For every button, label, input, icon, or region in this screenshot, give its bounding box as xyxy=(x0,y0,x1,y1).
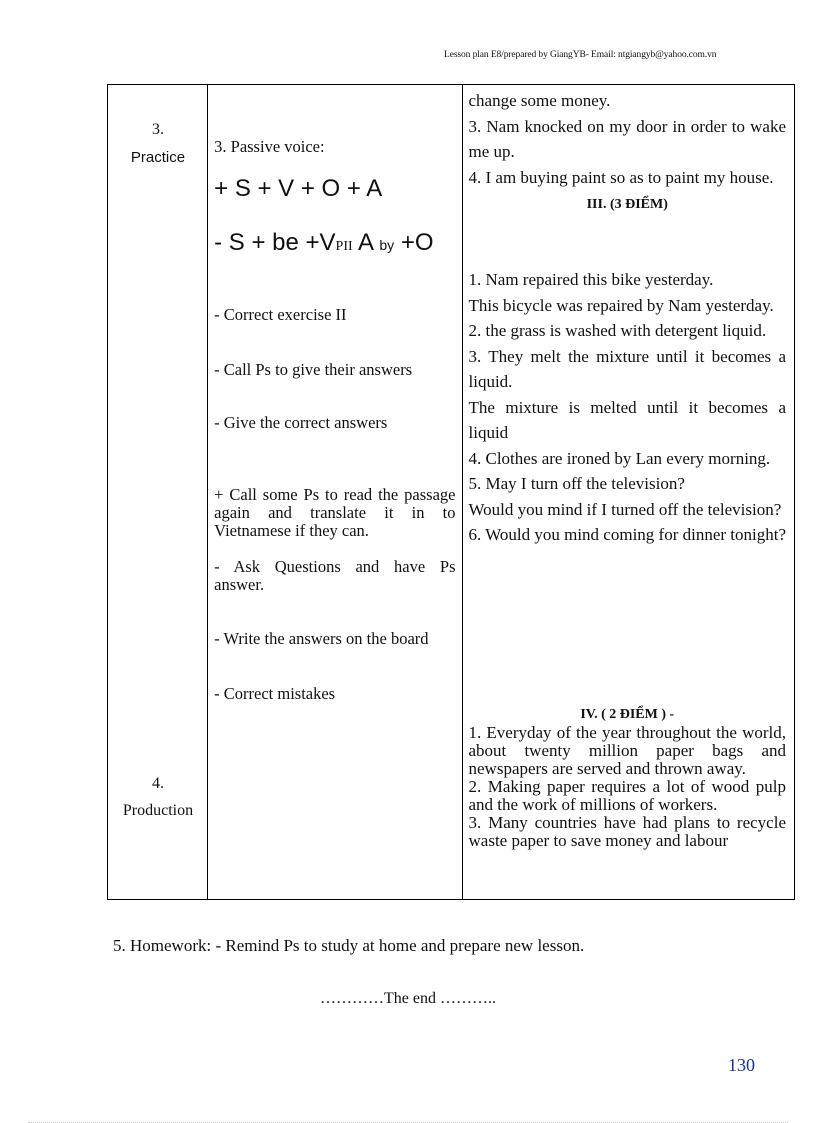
section-3-heading: III. (3 ĐIỂM) xyxy=(586,197,668,212)
activity-item: - Ask Questions and have Ps answer. xyxy=(214,557,456,594)
answers-column xyxy=(462,85,795,900)
answers-section-3 xyxy=(469,267,787,548)
teacher-activity-column xyxy=(208,85,462,900)
answers-top xyxy=(469,88,787,216)
answer-line: 4. I am buying paint so as to paint my house. xyxy=(468,167,774,187)
answer-line: 5. May I turn off the television? xyxy=(468,474,685,493)
passive-formula xyxy=(214,229,433,257)
answer-line: 3. Many countries have had plans to recycle waste paper to save money and labour xyxy=(468,813,786,850)
answer-line: change some money. xyxy=(468,91,611,110)
passive-formula-a: A xyxy=(352,229,373,256)
section-4-heading: IV. ( 2 ĐIỂM ) - xyxy=(580,707,675,722)
answer-line: This bicycle was repaired by Nam yesterday. xyxy=(468,295,774,315)
passive-formula-start: - S + be +V xyxy=(214,229,336,256)
activity-item: - Correct mistakes xyxy=(214,684,336,703)
homework-line: 5. Homework: - Remind Ps to study at home and prepare new lesson. xyxy=(113,936,585,955)
answer-line: 1. Everyday of the year throughout the world, about twenty million paper bags and newspapers are served and thrown away. xyxy=(468,723,786,778)
lesson-plan-table xyxy=(107,84,795,900)
passive-formula-end: +O xyxy=(400,229,434,256)
active-formula: + S + V + O + A xyxy=(214,175,383,202)
stage-practice-name: Practice xyxy=(130,149,186,166)
page-number: 130 xyxy=(728,1055,755,1075)
activity-item: - Write the answers on the board xyxy=(214,629,429,648)
passive-formula-by: by xyxy=(379,237,395,253)
answer-line: 1. Nam repaired this bike yesterday. xyxy=(468,270,714,289)
passive-formula-subscript: PII xyxy=(335,239,353,254)
answer-line: 3. They melt the mixture until it becomes a liquid. xyxy=(468,346,786,391)
stage-production-number: 4. xyxy=(152,775,164,792)
answer-line: The mixture is melted until it becomes a liquid xyxy=(468,397,786,442)
activity-item: - Call Ps to give their answers xyxy=(214,360,413,379)
answer-line: 4. Clothes are ironed by Lan every morning. xyxy=(468,448,771,468)
activity-item: - Correct exercise II xyxy=(214,305,347,324)
answer-line: 2. Making paper requires a lot of wood pulp and the work of millions of workers. xyxy=(468,777,786,814)
answer-line: Would you mind if I turned off the television? xyxy=(468,499,782,519)
answer-line: 2. the grass is washed with detergent liquid. xyxy=(468,321,767,340)
stage-practice-number: 3. xyxy=(152,121,164,138)
answer-line: 3. Nam knocked on my door in order to wake me up. xyxy=(468,116,786,161)
answers-section-4 xyxy=(469,706,787,850)
activity-item: + Call some Ps to read the passage again and translate it in to Vietnamese if they can. xyxy=(214,485,456,540)
stage-column xyxy=(108,85,208,900)
page-header: Lesson plan E8/prepared by GiangYB- Email: ntgiangyb@yahoo.com.vn xyxy=(444,50,717,60)
stage-production-name: Production xyxy=(122,802,194,819)
activity-item: - Give the correct answers xyxy=(214,413,388,432)
answer-line: 6. Would you mind coming for dinner tonight? xyxy=(468,525,787,544)
the-end: …………The end ……….. xyxy=(320,990,496,1007)
passive-voice-title: 3. Passive voice: xyxy=(214,137,325,156)
